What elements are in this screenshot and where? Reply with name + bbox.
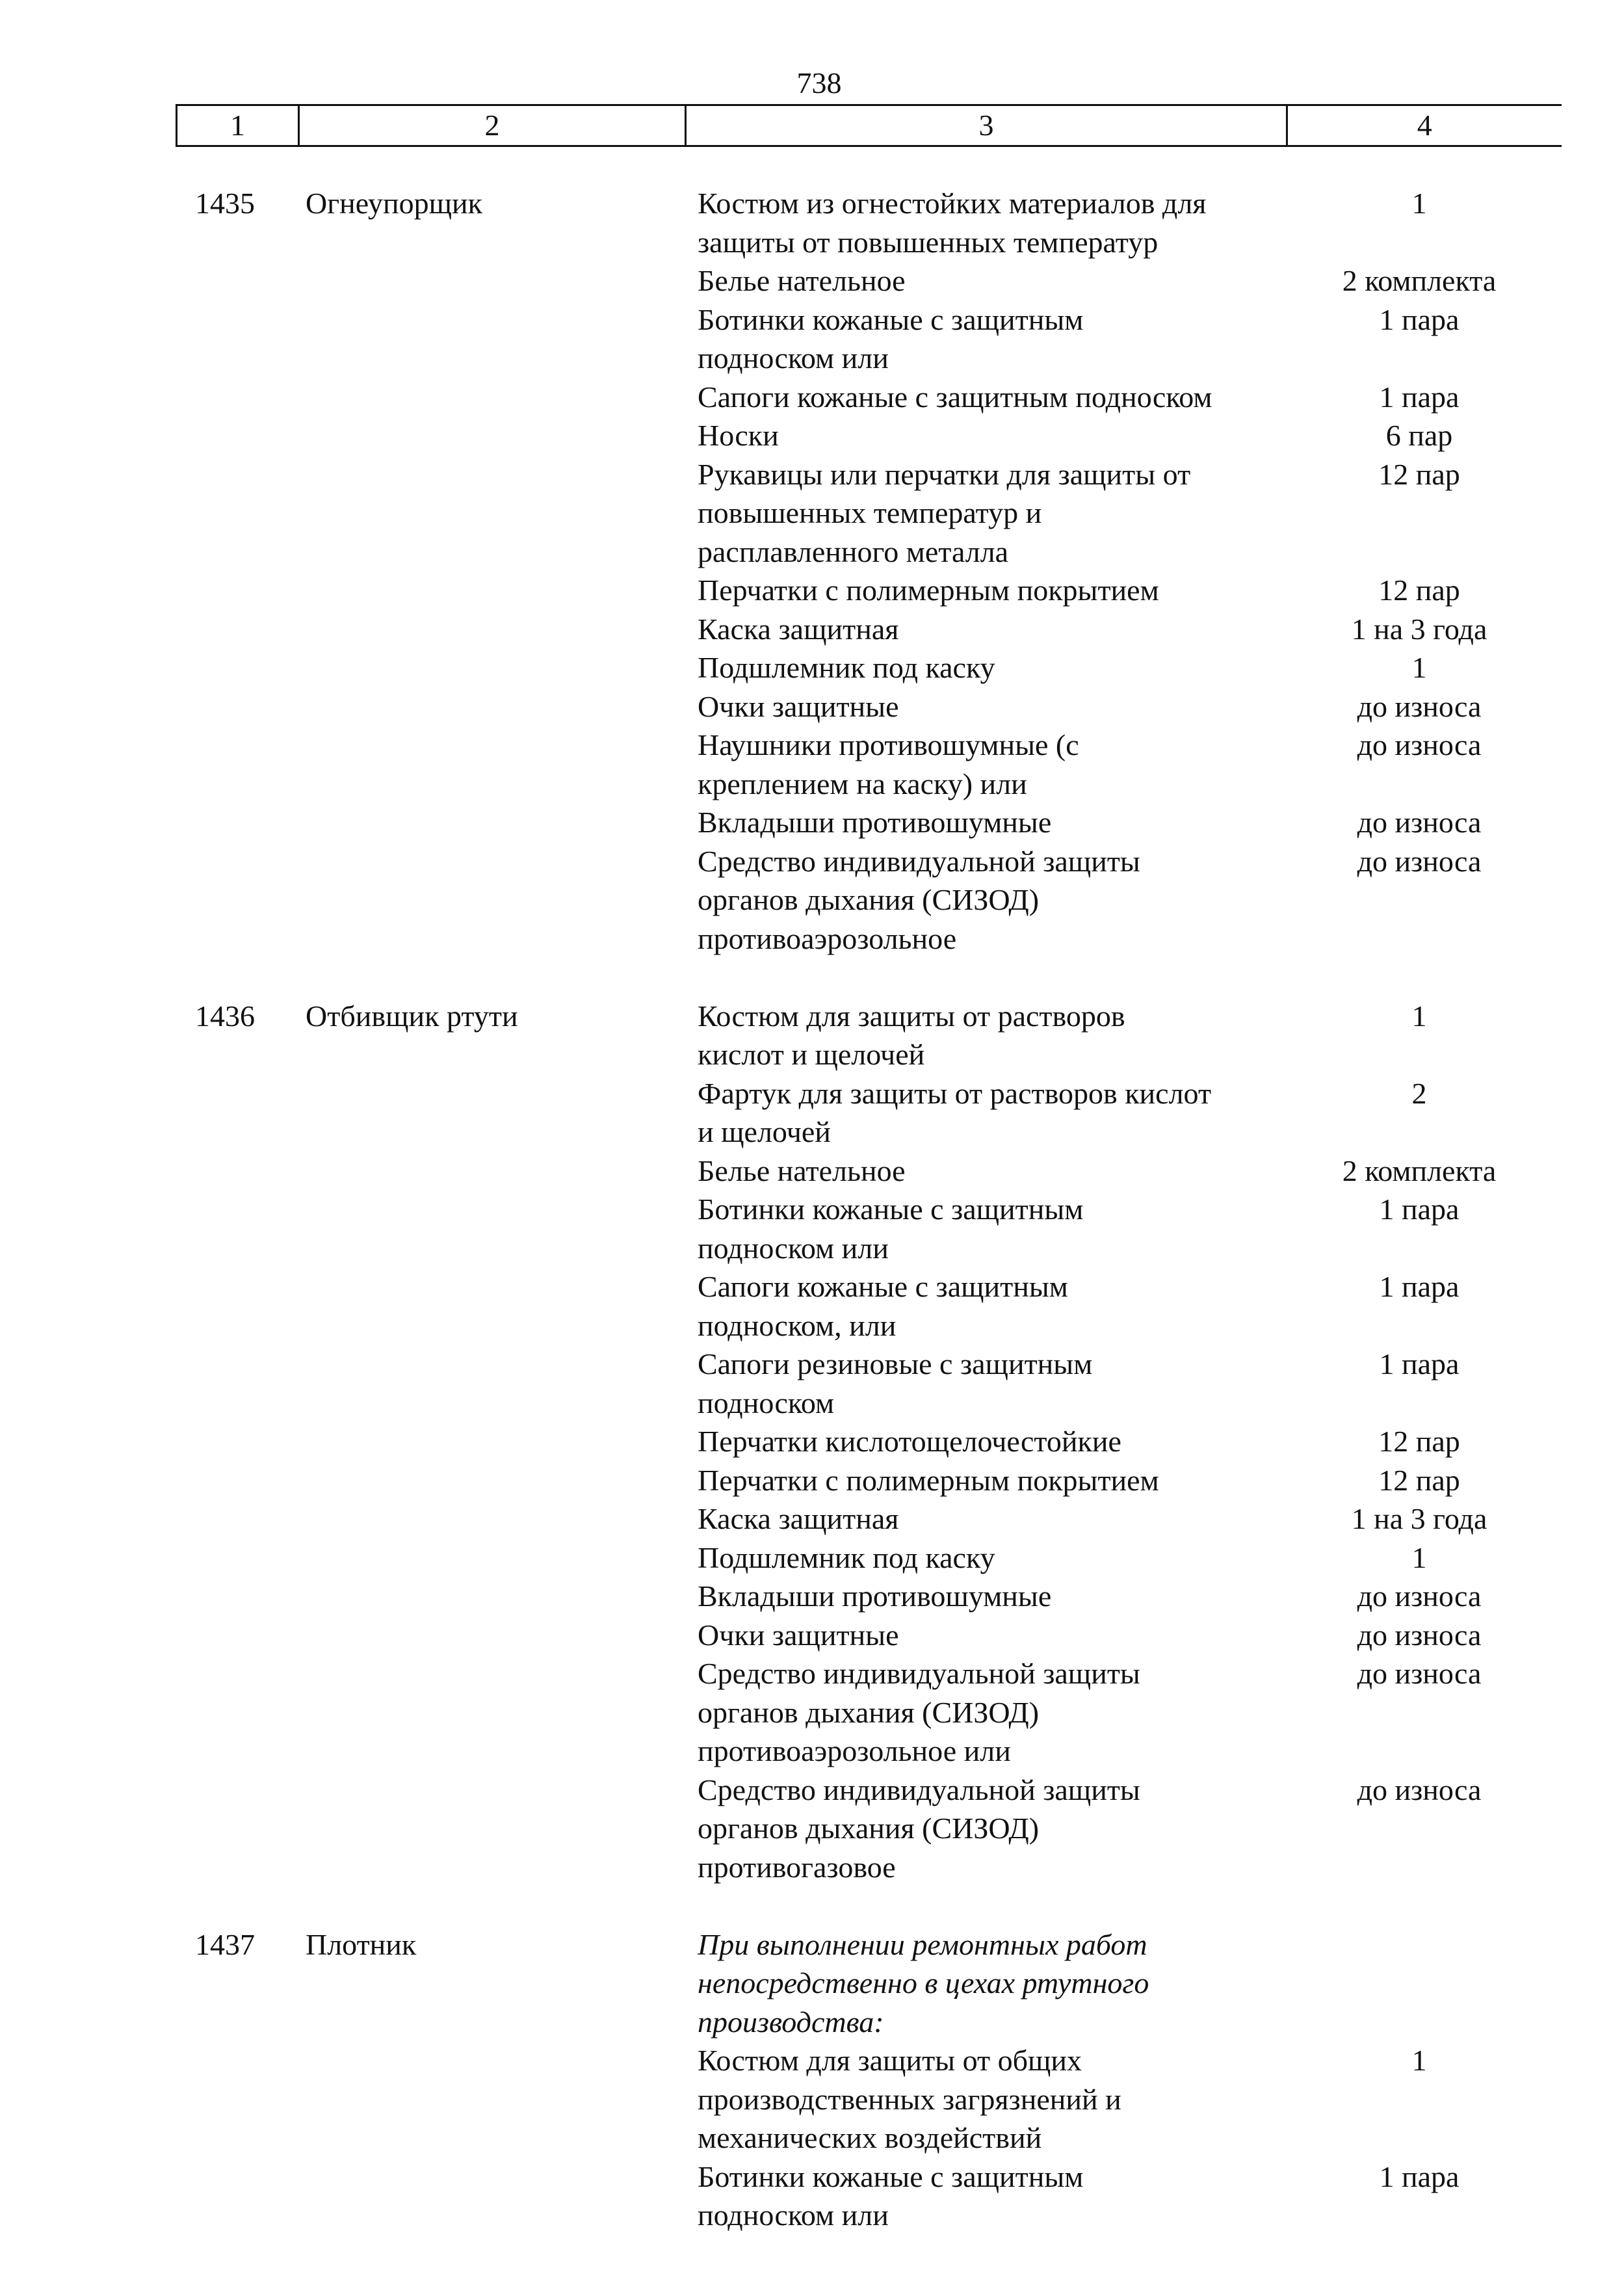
note-line: производства: — [698, 2005, 884, 2039]
profession-code: 1435 — [195, 187, 255, 220]
equipment-name-line: противогазовое — [698, 1850, 896, 1884]
equipment-quantity: 1 — [1411, 651, 1427, 684]
equipment-item — [698, 416, 1562, 455]
equipment-name — [698, 2157, 1276, 2235]
equipment-item — [698, 2157, 1562, 2235]
equipment-item — [698, 842, 1562, 958]
equipment-name-line: механических воздействий — [698, 2121, 1042, 2154]
equipment-name-line: Костюм для защиты от растворов — [698, 999, 1125, 1033]
equipment-item — [698, 1152, 1562, 1191]
note-line: При выполнении ремонтных работ — [698, 1927, 1147, 1961]
equipment-name-line: производственных загрязнений и — [698, 2082, 1121, 2116]
equipment-item — [698, 803, 1562, 842]
equipment-name-line: Подшлемник под каску — [698, 1540, 995, 1574]
equipment-name-line: повышенных температур и — [698, 496, 1042, 529]
equipment-name-line: расплавленного металла — [698, 534, 1009, 568]
equipment-name — [698, 1152, 1276, 1191]
equipment-name-line: Подшлемник под каску — [698, 651, 995, 684]
equipment-list — [698, 184, 1562, 958]
equipment-quantity: 1 пара — [1379, 302, 1460, 336]
equipment-quantity: 1 пара — [1379, 380, 1460, 414]
equipment-item — [698, 1345, 1562, 1422]
equipment-quantity: до износа — [1357, 1657, 1482, 1690]
equipment-item — [698, 1538, 1562, 1577]
equipment-item — [698, 1190, 1562, 1267]
table-row — [0, 997, 1624, 1887]
equipment-name-line: Костюм для защиты от общих — [698, 2044, 1082, 2077]
equipment-name — [698, 803, 1276, 842]
equipment-name-line: и щелочей — [698, 1115, 831, 1148]
equipment-name-line: Сапоги резиновые с защитным — [698, 1347, 1093, 1380]
equipment-quantity: 12 пар — [1378, 457, 1460, 491]
equipment-quantity: 6 пар — [1385, 419, 1453, 452]
equipment-quantity: 2 комплекта — [1342, 1154, 1497, 1187]
equipment-name-line: подноском или — [698, 341, 889, 375]
equipment-name — [698, 1654, 1276, 1771]
equipment-quantity: 1 — [1411, 2044, 1427, 2077]
equipment-item — [698, 300, 1562, 378]
table-row — [0, 1925, 1624, 2235]
equipment-name — [698, 1267, 1276, 1345]
equipment-name-line: кислот и щелочей — [698, 1038, 925, 1071]
equipment-name-line: Средство индивидуальной защиты — [698, 1657, 1140, 1690]
equipment-name-line: Белье нательное — [698, 264, 906, 297]
equipment-name-line: подноском, или — [698, 1308, 897, 1342]
table-body — [0, 184, 1624, 2273]
equipment-item — [698, 184, 1562, 261]
equipment-list — [698, 997, 1562, 1887]
equipment-name — [698, 1074, 1276, 1152]
equipment-name-line: противоаэрозольное или — [698, 1734, 1011, 1767]
equipment-name — [698, 1345, 1276, 1422]
equipment-name — [698, 1422, 1276, 1461]
equipment-item — [698, 2041, 1562, 2157]
equipment-name — [698, 1461, 1276, 1500]
equipment-name — [698, 687, 1276, 726]
equipment-item — [698, 261, 1562, 300]
equipment-quantity: до износа — [1357, 1579, 1482, 1613]
table-row — [0, 184, 1624, 958]
equipment-item — [698, 1461, 1562, 1500]
equipment-item — [698, 1577, 1562, 1616]
equipment-item — [698, 378, 1562, 417]
equipment-name-line: Перчатки с полимерным покрытием — [698, 574, 1159, 607]
equipment-quantity: 1 на 3 года — [1351, 1502, 1487, 1535]
equipment-name-line: органов дыхания (СИЗОД) — [698, 1812, 1040, 1845]
equipment-item — [698, 726, 1562, 803]
equipment-name-line: Очки защитные — [698, 1618, 899, 1652]
equipment-name — [698, 378, 1276, 417]
header-col-4: 4 — [1287, 105, 1562, 146]
equipment-item — [698, 571, 1562, 610]
equipment-name — [698, 1577, 1276, 1616]
equipment-name-line: органов дыхания (СИЗОД) — [698, 883, 1040, 916]
equipment-item — [698, 1267, 1562, 1345]
equipment-name-line: органов дыхания (СИЗОД) — [698, 1695, 1040, 1729]
equipment-quantity: 2 — [1411, 1076, 1427, 1110]
equipment-quantity: 1 — [1411, 999, 1427, 1033]
equipment-name-line: Носки — [698, 419, 779, 452]
equipment-quantity: до износа — [1357, 1618, 1482, 1652]
equipment-quantity: 1 пара — [1379, 1270, 1460, 1303]
equipment-name-line: Вкладыши противошумные — [698, 806, 1052, 839]
equipment-item — [698, 648, 1562, 687]
condition-note — [698, 1925, 1276, 2042]
equipment-name — [698, 648, 1276, 687]
profession-name: Огнеупорщик — [306, 187, 482, 220]
profession-name: Плотник — [306, 1927, 417, 1961]
equipment-name-line: Очки защитные — [698, 689, 899, 723]
equipment-name — [698, 2041, 1276, 2157]
header-col-2: 2 — [299, 105, 686, 146]
table-header — [176, 104, 1562, 147]
equipment-quantity: 1 пара — [1379, 2159, 1460, 2193]
note-line: непосредственно в цехах ртутного — [698, 1966, 1149, 1999]
equipment-name-line: подноском — [698, 1386, 835, 1419]
equipment-quantity: 12 пар — [1378, 574, 1460, 607]
equipment-name-line: Средство индивидуальной защиты — [698, 1773, 1140, 1806]
equipment-item — [698, 997, 1562, 1074]
equipment-name — [698, 1499, 1276, 1538]
equipment-name-line: Белье нательное — [698, 1154, 906, 1187]
equipment-item — [698, 1499, 1562, 1538]
equipment-name — [698, 261, 1276, 300]
equipment-name — [698, 184, 1276, 261]
equipment-quantity: 1 пара — [1379, 1347, 1460, 1380]
equipment-name — [698, 610, 1276, 649]
equipment-name — [698, 416, 1276, 455]
equipment-name — [698, 1771, 1276, 1887]
page-number: 738 — [796, 66, 842, 99]
equipment-name-line: Вкладыши противошумные — [698, 1579, 1052, 1613]
equipment-name — [698, 1190, 1276, 1267]
equipment-name-line: креплением на каску) или — [698, 767, 1027, 800]
equipment-name — [698, 571, 1276, 610]
equipment-name-line: Костюм из огнестойких материалов для — [698, 187, 1207, 220]
equipment-item — [698, 1654, 1562, 1771]
equipment-quantity: до износа — [1357, 806, 1482, 839]
equipment-name — [698, 842, 1276, 958]
equipment-item — [698, 687, 1562, 726]
equipment-quantity: 1 пара — [1379, 1193, 1460, 1226]
equipment-quantity: до износа — [1357, 728, 1482, 761]
profession-code: 1437 — [195, 1927, 255, 1961]
header-col-3: 3 — [686, 105, 1287, 146]
equipment-name-line: подноском или — [698, 1231, 889, 1265]
equipment-name — [698, 300, 1276, 378]
equipment-name-line: Фартук для защиты от растворов кислот — [698, 1076, 1212, 1110]
equipment-name — [698, 455, 1276, 572]
equipment-quantity: до износа — [1357, 844, 1482, 878]
equipment-name-line: Ботинки кожаные с защитным — [698, 2159, 1084, 2193]
equipment-quantity: 1 на 3 года — [1351, 612, 1487, 646]
equipment-quantity: 2 комплекта — [1342, 264, 1497, 297]
equipment-name-line: Сапоги кожаные с защитным — [698, 1270, 1068, 1303]
equipment-name-line: Ботинки кожаные с защитным — [698, 302, 1084, 336]
equipment-name-line: Средство индивидуальной защиты — [698, 844, 1140, 878]
equipment-name-line: Наушники противошумные (с — [698, 728, 1079, 761]
equipment-name-line: Ботинки кожаные с защитным — [698, 1193, 1084, 1226]
equipment-name-line: Рукавицы или перчатки для защиты от — [698, 457, 1191, 491]
equipment-item — [698, 1422, 1562, 1461]
profession-code: 1436 — [195, 999, 255, 1033]
equipment-name-line: подноском или — [698, 2198, 889, 2232]
equipment-item — [698, 1771, 1562, 1887]
equipment-name-line: противоаэрозольное — [698, 921, 957, 955]
equipment-name-line: защиты от повышенных температур — [698, 225, 1159, 259]
equipment-quantity: 1 — [1411, 1540, 1427, 1574]
equipment-name-line: Каска защитная — [698, 1502, 899, 1535]
header-row — [177, 105, 1562, 146]
equipment-name — [698, 726, 1276, 803]
equipment-item — [698, 455, 1562, 572]
equipment-name-line: Перчатки кислотощелочестойкие — [698, 1425, 1121, 1458]
header-col-1: 1 — [177, 105, 299, 146]
equipment-item — [698, 1616, 1562, 1655]
equipment-item — [698, 610, 1562, 649]
equipment-quantity: до износа — [1357, 1773, 1482, 1806]
equipment-name-line: Каска защитная — [698, 612, 899, 646]
equipment-quantity: до износа — [1357, 689, 1482, 723]
equipment-name — [698, 1538, 1276, 1577]
equipment-item — [698, 1074, 1562, 1152]
equipment-quantity: 12 пар — [1378, 1425, 1460, 1458]
profession-name: Отбивщик ртути — [306, 999, 518, 1033]
equipment-quantity: 12 пар — [1378, 1463, 1460, 1497]
equipment-name-line: Перчатки с полимерным покрытием — [698, 1463, 1159, 1497]
equipment-list — [698, 1925, 1562, 2235]
equipment-quantity: 1 — [1411, 187, 1427, 220]
equipment-name-line: Сапоги кожаные с защитным подноском — [698, 380, 1212, 414]
equipment-name — [698, 997, 1276, 1074]
equipment-name — [698, 1616, 1276, 1655]
